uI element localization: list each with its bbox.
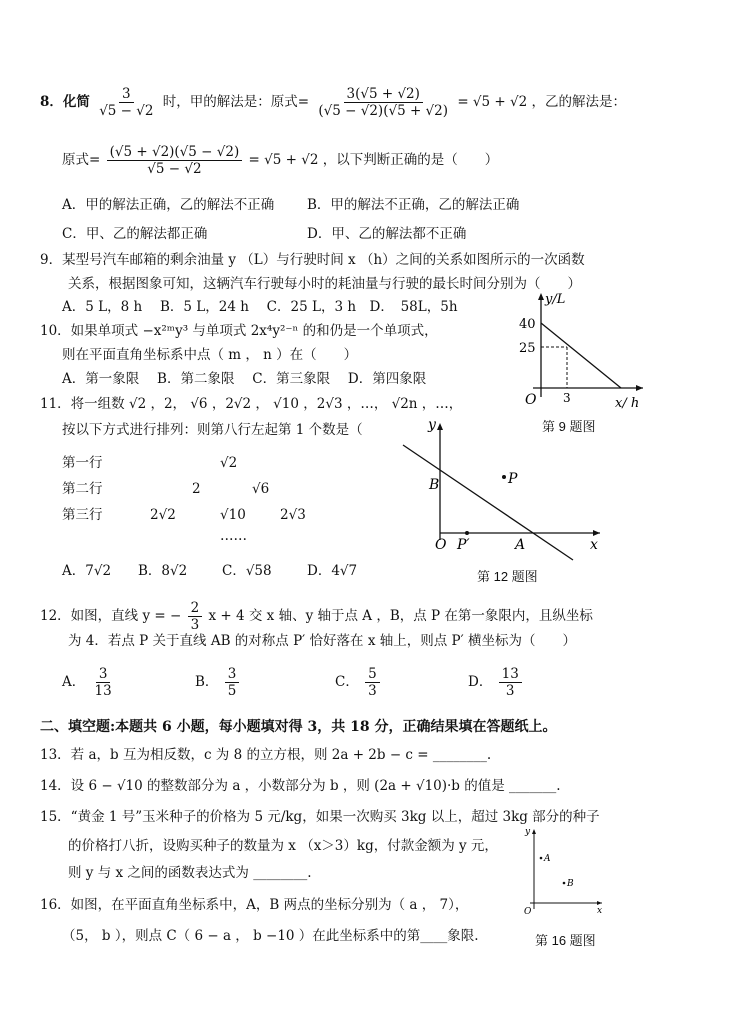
q13-text: 13．若 a，b 互为相反数，c 为 8 的立方根，则 2a + 2b − c = ________.	[40, 747, 492, 763]
fig12-point-p	[502, 475, 506, 479]
q11-line2: 按以下方式进行排列：则第八行左起第 1 个数是（	[62, 422, 363, 438]
q11-line1: 11．将一组数 √2 ，2， √6 ，2√2 ， √10 ，2√3 ，…， √2n ，…，	[40, 396, 463, 412]
fig9-xlabel: x/ h	[615, 396, 640, 411]
q12-option-b[interactable]	[195, 666, 241, 699]
q12-opt-d-num: 13	[499, 666, 522, 683]
q11-option-c[interactable]: C．√58	[222, 563, 272, 579]
q11-option-d[interactable]: D．4√7	[307, 563, 358, 579]
figure-16-graph	[510, 825, 610, 920]
q8-f2-denominator: (√5 − √2)(√5 + √2)	[318, 103, 449, 119]
q8-option-b[interactable]: B．甲的解法不正确，乙的解法正确	[307, 197, 520, 213]
fig16-x-arrow	[597, 901, 602, 905]
figure-12-graph	[395, 415, 610, 565]
q12-opt-c-den: 3	[368, 683, 377, 699]
q11-row1-label: 第一行	[62, 455, 103, 471]
q9-line1: 9．某型号汽车邮箱的剩余油量 y （L）与行驶时间 x （h）之间的关系如图所示的一次函数	[40, 252, 585, 268]
q12-opt-a-label: A．	[62, 674, 86, 690]
fig16-point-b	[563, 882, 566, 885]
fig12-label-a: A	[515, 537, 526, 553]
q12-line1-end: x + 4 交 x 轴、y 轴于点 A ，B，点 P 在第一象限内，且纵坐标	[208, 608, 593, 624]
q8-option-d[interactable]: D．甲、乙的解法都不正确	[307, 226, 467, 242]
fig12-x-arrow	[593, 530, 600, 536]
q12-opt-a-num: 3	[96, 666, 111, 683]
q10-line2: 则在平面直角坐标系中点（ m ， n ）在（ ）	[62, 347, 358, 363]
fig12-origin: O	[435, 537, 447, 553]
fig16-label-b: B	[567, 879, 574, 889]
q12-line2: 为 4．若点 P 关于直线 AB 的对称点 P′ 恰好落在 x 轴上，则点 P′ 横坐标为（ ）	[68, 633, 576, 649]
q12-line1	[40, 600, 593, 633]
q12-opt-c-num: 5	[365, 666, 380, 683]
q9-line2: 关系，根据图象可知，这辆汽车行驶每小时的耗油量与行驶的最长时间分别为（ ）	[68, 276, 581, 292]
q12-opt-a-fraction	[92, 666, 115, 699]
q8-fraction-2	[315, 86, 451, 119]
fig9-y-arrow	[538, 293, 544, 300]
figure-9-graph	[505, 285, 655, 415]
q12-opt-d-fraction	[499, 666, 522, 699]
q8-f2-numerator: 3(√5 + √2)	[344, 86, 423, 103]
q9-options[interactable]: A．5 L，8 h B．5 L，24 h C．25 L，3 h D． 58L，5h	[62, 299, 458, 315]
q12-option-c[interactable]	[335, 666, 382, 699]
fig9-line	[541, 323, 621, 388]
q8-f3-denominator: √5 − √2	[147, 161, 202, 177]
fig9-tick-3: 3	[563, 391, 571, 405]
q11-row2-col2: √6	[252, 481, 270, 497]
q8-prefix: 8．化简	[40, 94, 90, 110]
q12-fraction	[188, 600, 203, 633]
fig9-origin: O	[525, 392, 537, 408]
q8-line1	[40, 86, 626, 119]
fig16-ylabel: y	[525, 827, 531, 837]
fig16-y-arrow	[532, 829, 536, 834]
q11-row3-col2: √10	[220, 507, 246, 523]
q15-line2: 的价格打八折，设购买种子的数量为 x （x＞3）kg，付款金额为 y 元，	[68, 838, 498, 854]
q8-option-c[interactable]: C．甲、乙的解法都正确	[62, 226, 208, 242]
q12-opt-b-den: 5	[227, 683, 237, 699]
fig12-label-p-prime: P′	[457, 537, 470, 553]
fig12-point-p-prime	[465, 531, 469, 535]
q11-row2-label: 第二行	[62, 481, 103, 497]
q12-opt-b-num: 3	[225, 666, 240, 683]
q11-row1-col1: √2	[220, 455, 238, 471]
q10-options[interactable]: A．第一象限 B．第二象限 C．第三象限 D．第四象限	[62, 371, 427, 387]
q12-opt-a-den: 13	[94, 683, 112, 699]
fig9-tick-25: 25	[519, 341, 536, 356]
q8-line2-prefix: 原式=	[62, 152, 101, 168]
fig12-y-arrow	[437, 423, 443, 430]
q12-f-numerator: 2	[188, 600, 203, 617]
q8-fraction-1	[96, 86, 156, 119]
q11-row3-col3: 2√3	[280, 507, 306, 523]
q8-f1-numerator: 3	[119, 86, 134, 103]
q16-line1: 16．如图，在平面直角坐标系中，A，B 两点的坐标分别为（ a ， 7），	[40, 897, 469, 913]
q8-line1-end: = √5 + √2 ，乙的解法是：	[457, 94, 626, 110]
q12-option-a[interactable]	[62, 666, 117, 699]
fig16-point-a	[540, 857, 543, 860]
fig16-origin: O	[524, 907, 532, 917]
q11-option-a[interactable]: A．7√2	[62, 563, 112, 579]
q10-line1: 10．如果单项式 −x²ᵐy³ 与单项式 2x⁴y²⁻ⁿ 的和仍是一个单项式，	[40, 323, 438, 339]
q16-line2: （5， b ），则点 C（ 6 − a ， b −10 ）在此坐标系中的第____象限.	[62, 928, 479, 944]
q8-line2-end: = √5 + √2 ，以下判断正确的是（ ）	[248, 152, 499, 168]
fig16-caption: 第 16 题图	[535, 933, 596, 948]
q11-ellipsis: ……	[220, 528, 247, 544]
fig9-ylabel: y/L	[545, 292, 566, 307]
fig12-label-p: P	[508, 471, 518, 487]
q8-mid-text: 时，甲的解法是：原式=	[162, 94, 310, 110]
q12-f-denominator: 3	[190, 617, 200, 633]
q12-line1-prefix: 12．如图，直线 y = −	[40, 608, 182, 624]
q12-option-d[interactable]	[468, 666, 524, 699]
q8-fraction-3	[107, 144, 243, 177]
fig9-tick-40: 40	[519, 317, 536, 332]
fig12-caption: 第 12 题图	[477, 569, 538, 584]
q12-opt-b-label: B．	[195, 674, 219, 690]
q11-option-b[interactable]: B．8√2	[138, 563, 188, 579]
q11-row3-col1: 2√2	[150, 507, 176, 523]
q12-opt-c-label: C．	[335, 674, 359, 690]
q12-opt-c-fraction	[365, 666, 380, 699]
q8-f3-numerator: (√5 + √2)(√5 − √2)	[107, 144, 243, 161]
fig12-line-ab	[403, 445, 573, 560]
q8-option-a[interactable]: A．甲的解法正确，乙的解法不正确	[62, 197, 275, 213]
q8-f1-denominator: √5 − √2	[99, 103, 154, 119]
fig9-x-arrow	[636, 385, 643, 391]
q12-opt-d-label: D．	[468, 674, 493, 690]
q14-text: 14．设 6 − √10 的整数部分为 a ，小数部分为 b ，则 (2a + √10)·b 的值是 _______.	[40, 778, 561, 794]
fig12-label-b: B	[429, 477, 440, 493]
q11-row3-label: 第三行	[62, 507, 103, 523]
q15-line1: 15．“黄金 1 号”玉米种子的价格为 5 元/kg，如果一次购买 3kg 以上，超过 3kg 部分的种子	[40, 809, 600, 825]
fig16-label-a: A	[544, 854, 551, 864]
section-2-heading: 二、填空题:本题共 6 小题，每小题填对得 3，共 18 分，正确结果填在答题纸上。	[40, 719, 557, 735]
fig12-ylabel: y	[428, 417, 436, 433]
q8-line2	[62, 144, 498, 177]
fig16-xlabel: x	[597, 906, 603, 916]
fig9-caption: 第 9 题图	[542, 419, 596, 434]
q11-row2-col1: 2	[192, 481, 201, 497]
fig12-xlabel: x	[590, 537, 598, 553]
q15-line3: 则 y 与 x 之间的函数表达式为 ________.	[68, 865, 312, 881]
q12-opt-b-fraction	[225, 666, 240, 699]
q12-opt-d-den: 3	[505, 683, 515, 699]
